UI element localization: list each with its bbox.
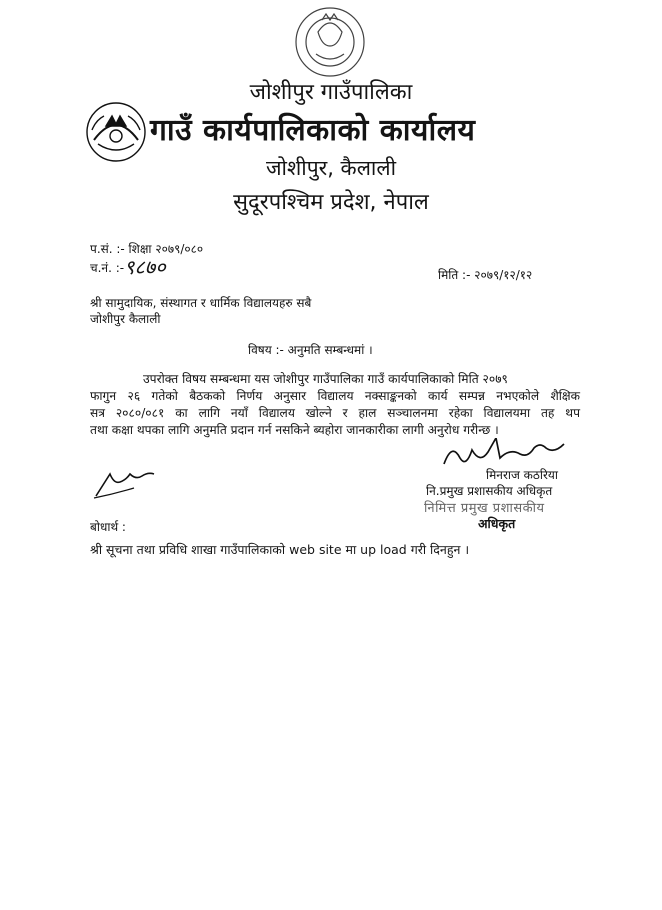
letter-date: मिति :- २०७९/१२/१२ bbox=[438, 268, 533, 282]
dispatch-label: च.नं. :- bbox=[90, 261, 125, 275]
dispatch-number: ९८७० bbox=[124, 255, 166, 279]
initials-signature bbox=[92, 462, 162, 502]
official-stamp-line-1: निमित्त प्रमुख प्रशासकीय bbox=[424, 501, 545, 516]
province-name: सुदूरपश्चिम प्रदेश, नेपाल bbox=[233, 190, 429, 215]
cc-text: श्री सूचना तथा प्रविधि शाखा गाउँपालिकाको web site मा up load गरी दिनहुन । bbox=[90, 542, 470, 557]
municipality-name: जोशीपुर गाउँपालिका bbox=[249, 80, 413, 105]
body-line-1: उपरोक्त विषय सम्बन्धमा यस जोशीपुर गाउँपालिका गाउँ कार्यपालिकाको मिति २०७९ bbox=[143, 372, 508, 386]
letter-number: प.सं. :- शिक्षा २०७९/०८० bbox=[90, 242, 204, 256]
recipient-line-1: श्री सामुदायिक, संस्थागत र धार्मिक विद्यालयहरु सबै bbox=[90, 296, 312, 310]
office-address: जोशीपुर, कैलाली bbox=[265, 156, 397, 180]
body-line-2: फागुन २६ गतेको बैठकको निर्णय अनुसार विद्यालय नक्साङ्कनको कार्य सम्पन्न नभएकोले शैक्षिक bbox=[90, 389, 580, 403]
body-line-3: सत्र २०८०/०८१ का लागि नयाँ विद्यालय खोल्ने र हाल सञ्चालनमा रहेका विद्यालयमा तह थप bbox=[90, 406, 580, 420]
signatory-name: मिनराज कठरिया bbox=[486, 468, 558, 482]
signatory-title: नि.प्रमुख प्रशासकीय अधिकृत bbox=[426, 484, 553, 498]
body-line-4: तथा कक्षा थपका लागि अनुमति प्रदान गर्न नसकिने ब्यहोरा जानकारीका लागी अनुरोध गरीन्छ । bbox=[90, 423, 499, 437]
subject-line: विषय :- अनुमति सम्बन्धमां । bbox=[248, 343, 373, 357]
official-stamp-line-2: अधिकृत bbox=[478, 516, 516, 531]
office-name: गाउँ कार्यपालिकाको कार्यालय bbox=[150, 113, 476, 148]
recipient-line-2: जोशीपुर कैलाली bbox=[90, 312, 161, 326]
cc-label: बोधार्थ : bbox=[90, 520, 126, 534]
